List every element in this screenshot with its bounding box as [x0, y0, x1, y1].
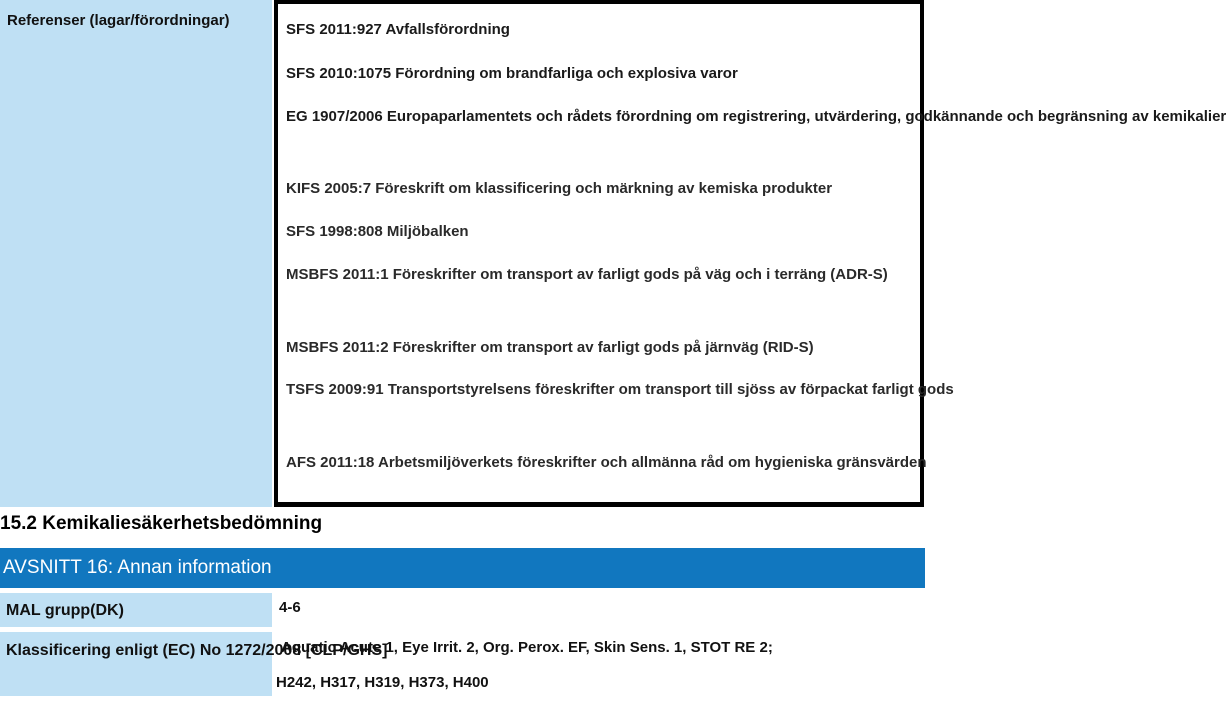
references-label-cell [0, 0, 272, 507]
reference-item: SFS 1998:808 Miljöbalken [286, 223, 469, 240]
mal-label: MAL grupp(DK) [6, 602, 124, 619]
references-list [274, 0, 1226, 507]
reference-item: EG 1907/2006 Europaparlamentets och rådets förordning om registrering, utvärdering, godkännande och begränsning av kemikalier [286, 108, 1226, 125]
reference-item: SFS 2010:1075 Förordning om brandfarliga och explosiva varor [286, 65, 738, 82]
classification-label: Klassificering enligt (EC) No 1272/2008 [CLP/GHS] [6, 642, 388, 659]
references-label: Referenser (lagar/förordningar) [7, 12, 230, 29]
section-16-header: AVSNITT 16: Annan information [0, 548, 925, 588]
mal-label-cell [0, 593, 272, 627]
chemical-safety-heading: 15.2 Kemikaliesäkerhetsbedömning [0, 513, 323, 534]
h-statements: H242, H317, H319, H373, H400 [276, 674, 489, 691]
classification-value: Aquatic Acute 1, Eye Irrit. 2, Org. Perox. EF, Skin Sens. 1, STOT RE 2; [281, 639, 773, 656]
mal-value: 4-6 [279, 599, 301, 616]
reference-item: MSBFS 2011:2 Föreskrifter om transport av farligt gods på järnväg (RID-S) [286, 339, 814, 356]
reference-item: KIFS 2005:7 Föreskrift om klassificering och märkning av kemiska produkter [286, 180, 833, 197]
reference-item: MSBFS 2011:1 Föreskrifter om transport av farligt gods på väg och i terräng (ADR-S) [286, 266, 888, 283]
reference-item: TSFS 2009:91 Transportstyrelsens föreskrifter om transport till sjöss av förpackat farligt gods [286, 381, 954, 398]
reference-item: AFS 2011:18 Arbetsmiljöverkets föreskrifter och allmänna råd om hygieniska gränsvärden [286, 454, 927, 471]
reference-item: SFS 2011:927 Avfallsförordning [286, 21, 510, 38]
